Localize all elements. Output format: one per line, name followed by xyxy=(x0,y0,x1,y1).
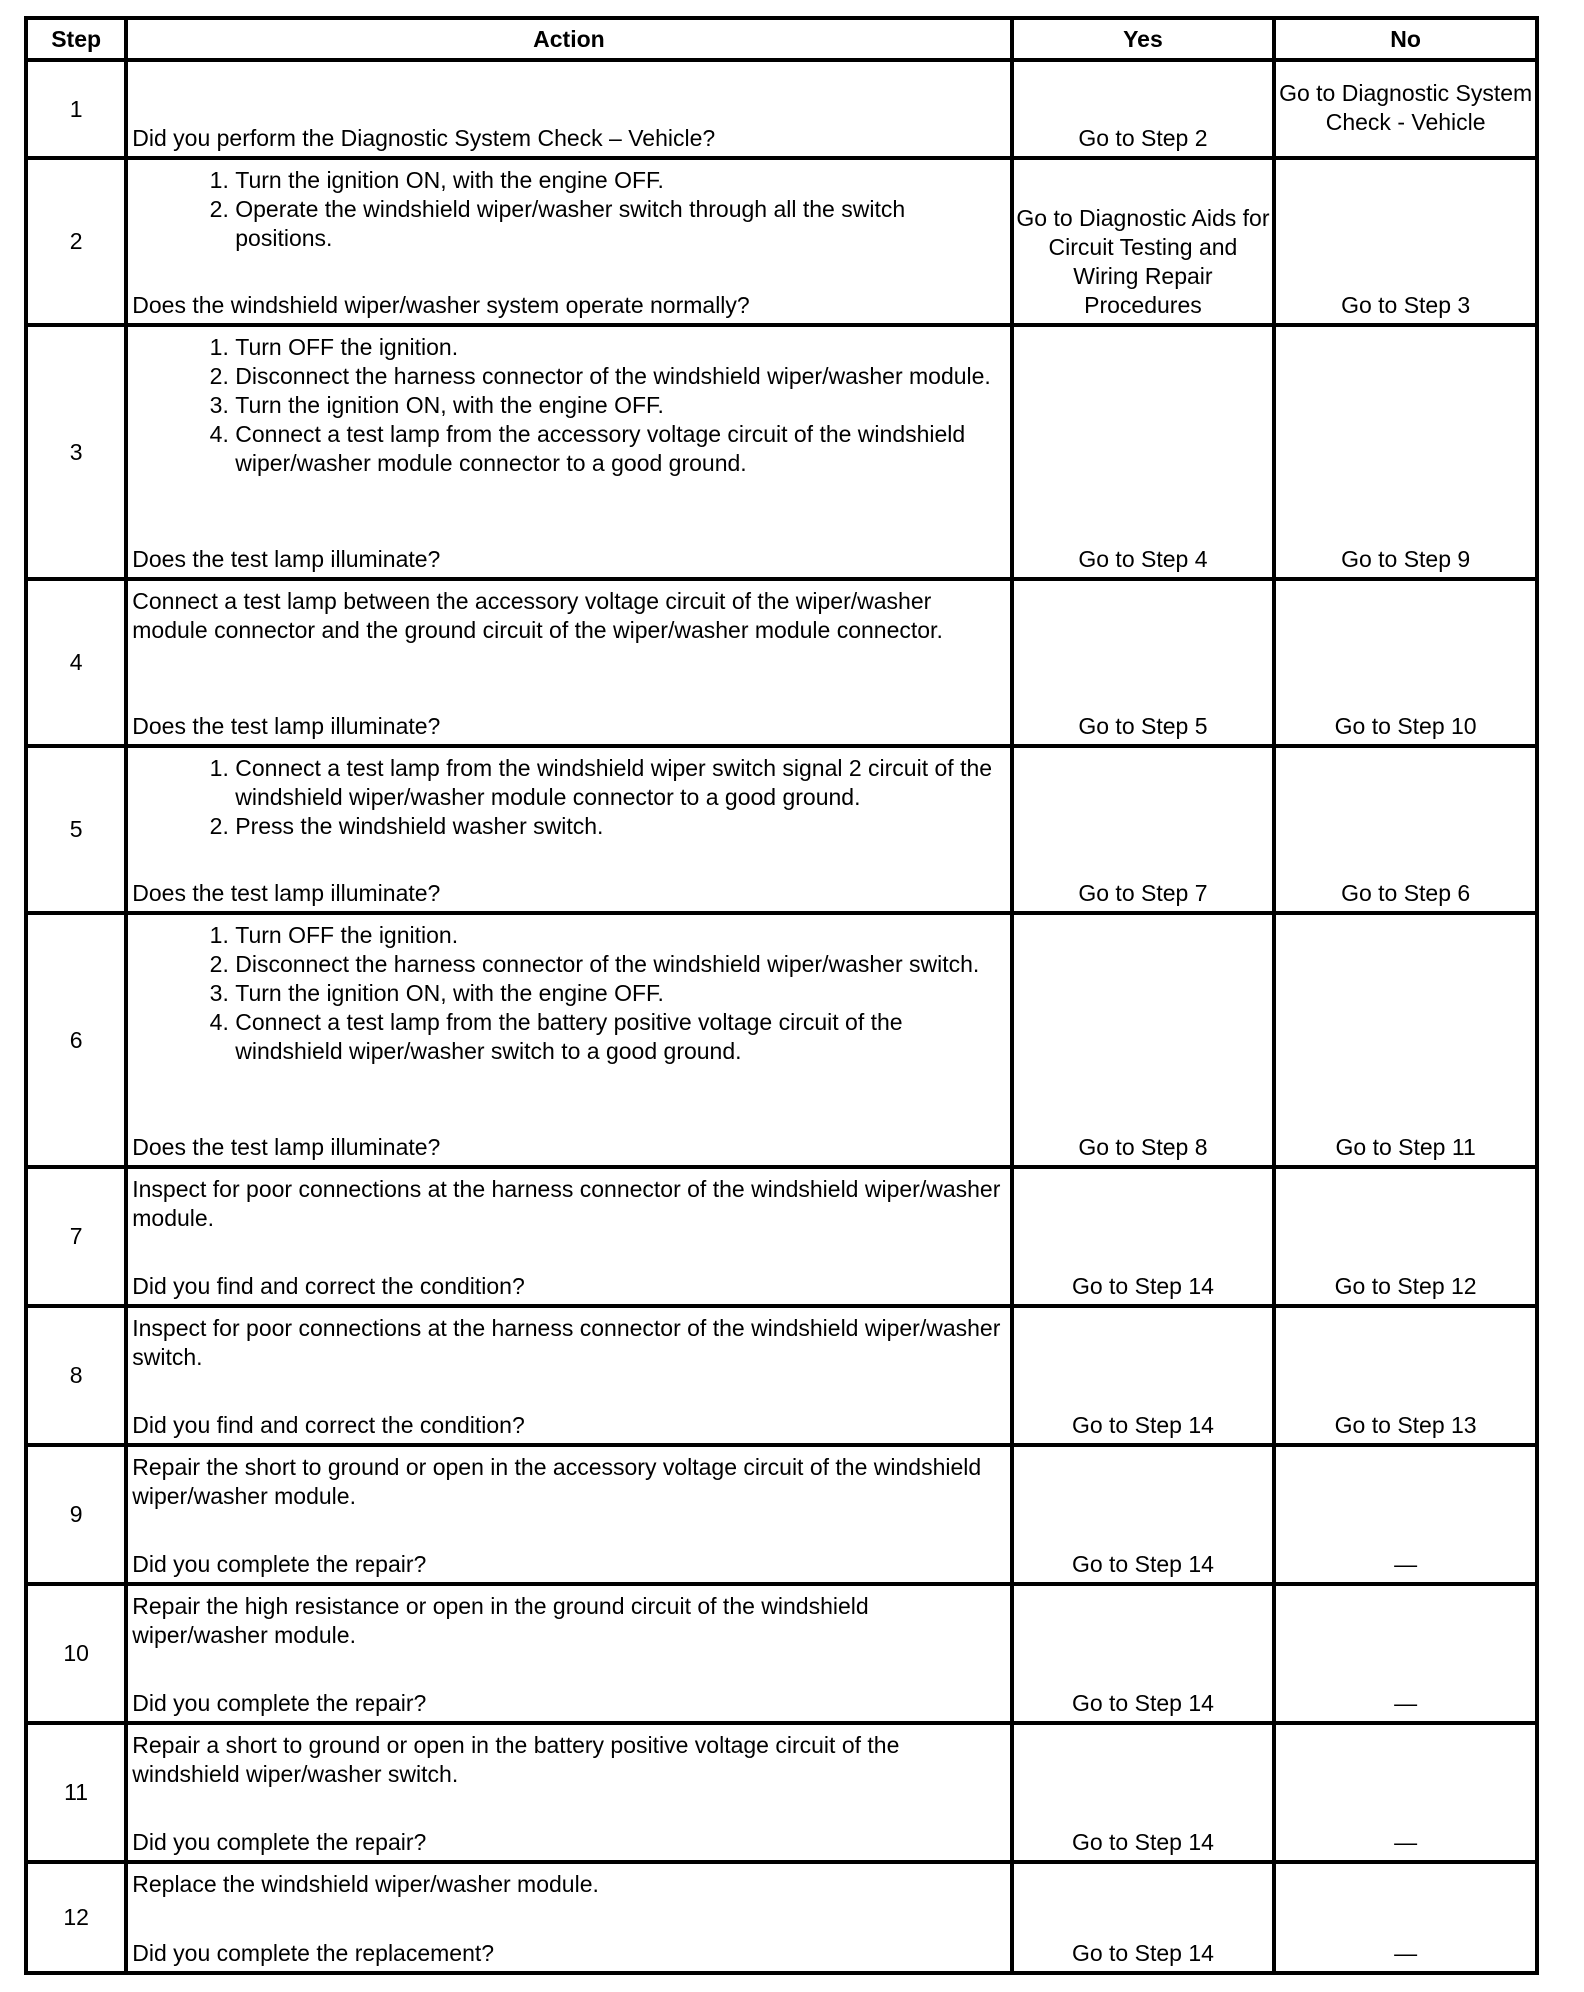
action-cell xyxy=(126,746,1011,913)
table-row xyxy=(26,60,1537,158)
action-content xyxy=(132,1592,1005,1718)
yes-result: Go to Step 14 xyxy=(1012,1445,1275,1584)
action-cell xyxy=(126,1167,1011,1306)
action-question: Did you find and correct the condition? xyxy=(132,1412,525,1438)
action-content xyxy=(132,921,1005,1162)
action-step-item: 1. Turn OFF the ignition. xyxy=(235,921,1005,950)
action-step-item: 2. Disconnect the harness connector of the windshield wiper/washer switch. xyxy=(235,950,1005,979)
step-number: 12 xyxy=(26,1862,126,1973)
action-instructions xyxy=(132,1175,1005,1233)
action-instructions xyxy=(132,333,1005,478)
action-content xyxy=(132,1175,1005,1301)
action-content xyxy=(132,1731,1005,1857)
step-number: 4 xyxy=(26,579,126,746)
action-instructions xyxy=(132,1314,1005,1372)
action-content xyxy=(132,1314,1005,1440)
action-step-item: 2. Disconnect the harness connector of the windshield wiper/washer module. xyxy=(235,362,1005,391)
step-number: 8 xyxy=(26,1306,126,1445)
action-cell xyxy=(126,1862,1011,1973)
action-intro: Repair the short to ground or open in the accessory voltage circuit of the windshield wiper/washer module. xyxy=(132,1454,982,1509)
yes-result: Go to Step 5 xyxy=(1012,579,1275,746)
action-question: Does the test lamp illuminate? xyxy=(132,1134,441,1160)
action-step-item: 4. Connect a test lamp from the battery positive voltage circuit of the windshield wiper/washer switch to a good ground. xyxy=(235,1008,1005,1066)
action-question: Does the windshield wiper/washer system operate normally? xyxy=(132,292,750,318)
no-result: — xyxy=(1274,1445,1537,1584)
table-row xyxy=(26,913,1537,1167)
action-steps-list xyxy=(132,921,1005,1066)
action-question: Did you complete the repair? xyxy=(132,1551,427,1577)
diagnostic-table xyxy=(24,16,1539,1975)
action-content xyxy=(132,1870,1005,1968)
action-cell xyxy=(126,60,1011,158)
action-intro: Repair the high resistance or open in the ground circuit of the windshield wiper/washer module. xyxy=(132,1593,869,1648)
table-row xyxy=(26,158,1537,325)
step-number: 5 xyxy=(26,746,126,913)
action-question: Did you perform the Diagnostic System Check – Vehicle? xyxy=(132,125,716,151)
action-step-item: 2. Press the windshield washer switch. xyxy=(235,812,1005,841)
step-number: 6 xyxy=(26,913,126,1167)
no-result: Go to Step 11 xyxy=(1274,913,1537,1167)
action-question: Did you find and correct the condition? xyxy=(132,1273,525,1299)
no-result: — xyxy=(1274,1723,1537,1862)
table-row xyxy=(26,1306,1537,1445)
action-content xyxy=(132,754,1005,908)
yes-result: Go to Step 14 xyxy=(1012,1862,1275,1973)
action-steps-list xyxy=(132,333,1005,478)
action-steps-list xyxy=(132,754,1005,841)
action-cell xyxy=(126,913,1011,1167)
step-number: 9 xyxy=(26,1445,126,1584)
action-question: Did you complete the repair? xyxy=(132,1690,427,1716)
action-intro: Replace the windshield wiper/washer module. xyxy=(132,1871,599,1897)
action-question: Does the test lamp illuminate? xyxy=(132,713,441,739)
no-result: Go to Step 10 xyxy=(1274,579,1537,746)
action-instructions xyxy=(132,754,1005,841)
action-step-item: 3. Turn the ignition ON, with the engine OFF. xyxy=(235,979,1005,1008)
yes-result: Go to Step 14 xyxy=(1012,1167,1275,1306)
table-row xyxy=(26,1167,1537,1306)
action-content xyxy=(132,587,1005,741)
yes-result: Go to Step 14 xyxy=(1012,1723,1275,1862)
yes-result: Go to Step 2 xyxy=(1012,60,1275,158)
action-content xyxy=(132,333,1005,574)
yes-result: Go to Step 7 xyxy=(1012,746,1275,913)
action-step-item: 3. Turn the ignition ON, with the engine OFF. xyxy=(235,391,1005,420)
action-intro: Inspect for poor connections at the harness connector of the windshield wiper/washer switch. xyxy=(132,1315,1001,1370)
no-result: Go to Step 3 xyxy=(1274,158,1537,325)
action-intro: Inspect for poor connections at the harness connector of the windshield wiper/washer module. xyxy=(132,1176,1001,1231)
table-row xyxy=(26,746,1537,913)
action-step-item: 1. Turn the ignition ON, with the engine OFF. xyxy=(235,166,1005,195)
header-row xyxy=(26,18,1537,60)
action-instructions xyxy=(132,1592,1005,1650)
yes-result: Go to Step 8 xyxy=(1012,913,1275,1167)
action-question: Did you complete the repair? xyxy=(132,1829,427,1855)
table-row xyxy=(26,325,1537,579)
action-instructions xyxy=(132,921,1005,1066)
yes-result: Go to Step 14 xyxy=(1012,1584,1275,1723)
header-no: No xyxy=(1274,18,1537,60)
action-instructions xyxy=(132,587,1005,645)
action-step-item: 1. Turn OFF the ignition. xyxy=(235,333,1005,362)
step-number: 1 xyxy=(26,60,126,158)
action-instructions xyxy=(132,166,1005,253)
step-number: 3 xyxy=(26,325,126,579)
table-row xyxy=(26,1445,1537,1584)
table-row xyxy=(26,1723,1537,1862)
no-result: Go to Step 9 xyxy=(1274,325,1537,579)
step-number: 7 xyxy=(26,1167,126,1306)
no-result: Go to Diagnostic System Check - Vehicle xyxy=(1274,60,1537,158)
action-step-item: 2. Operate the windshield wiper/washer switch through all the switch positions. xyxy=(235,195,1005,253)
action-step-item: 4. Connect a test lamp from the accessory voltage circuit of the windshield wiper/washer module connector to a good ground. xyxy=(235,420,1005,478)
action-instructions xyxy=(132,1453,1005,1511)
no-result: — xyxy=(1274,1862,1537,1973)
action-steps-list xyxy=(132,166,1005,253)
action-intro: Repair a short to ground or open in the battery positive voltage circuit of the windshield wiper/washer switch. xyxy=(132,1732,900,1787)
action-cell xyxy=(126,1723,1011,1862)
table-row xyxy=(26,1584,1537,1723)
action-cell xyxy=(126,1445,1011,1584)
step-number: 2 xyxy=(26,158,126,325)
action-cell xyxy=(126,325,1011,579)
action-instructions xyxy=(132,1731,1005,1789)
action-step-item: 1. Connect a test lamp from the windshield wiper switch signal 2 circuit of the windshield wiper/washer module connector to a good ground. xyxy=(235,754,1005,812)
action-content xyxy=(132,68,1005,153)
no-result: Go to Step 6 xyxy=(1274,746,1537,913)
action-cell xyxy=(126,1306,1011,1445)
no-result: Go to Step 13 xyxy=(1274,1306,1537,1445)
table-row xyxy=(26,579,1537,746)
action-content xyxy=(132,1453,1005,1579)
no-result: Go to Step 12 xyxy=(1274,1167,1537,1306)
no-result: — xyxy=(1274,1584,1537,1723)
action-question: Did you complete the replacement? xyxy=(132,1940,495,1966)
action-cell xyxy=(126,1584,1011,1723)
header-action: Action xyxy=(126,18,1011,60)
action-instructions xyxy=(132,1870,1005,1899)
action-content xyxy=(132,166,1005,320)
yes-result: Go to Step 14 xyxy=(1012,1306,1275,1445)
action-question: Does the test lamp illuminate? xyxy=(132,880,441,906)
header-step: Step xyxy=(26,18,126,60)
step-number: 10 xyxy=(26,1584,126,1723)
step-number: 11 xyxy=(26,1723,126,1862)
table-row xyxy=(26,1862,1537,1973)
header-yes: Yes xyxy=(1012,18,1275,60)
yes-result: Go to Step 4 xyxy=(1012,325,1275,579)
action-cell xyxy=(126,579,1011,746)
action-question: Does the test lamp illuminate? xyxy=(132,546,441,572)
action-intro: Connect a test lamp between the accessory voltage circuit of the wiper/washer module connector and the ground circuit of the wiper/washer module connector. xyxy=(132,588,943,643)
action-cell xyxy=(126,158,1011,325)
yes-result: Go to Diagnostic Aids for Circuit Testing and Wiring Repair Procedures xyxy=(1012,158,1275,325)
